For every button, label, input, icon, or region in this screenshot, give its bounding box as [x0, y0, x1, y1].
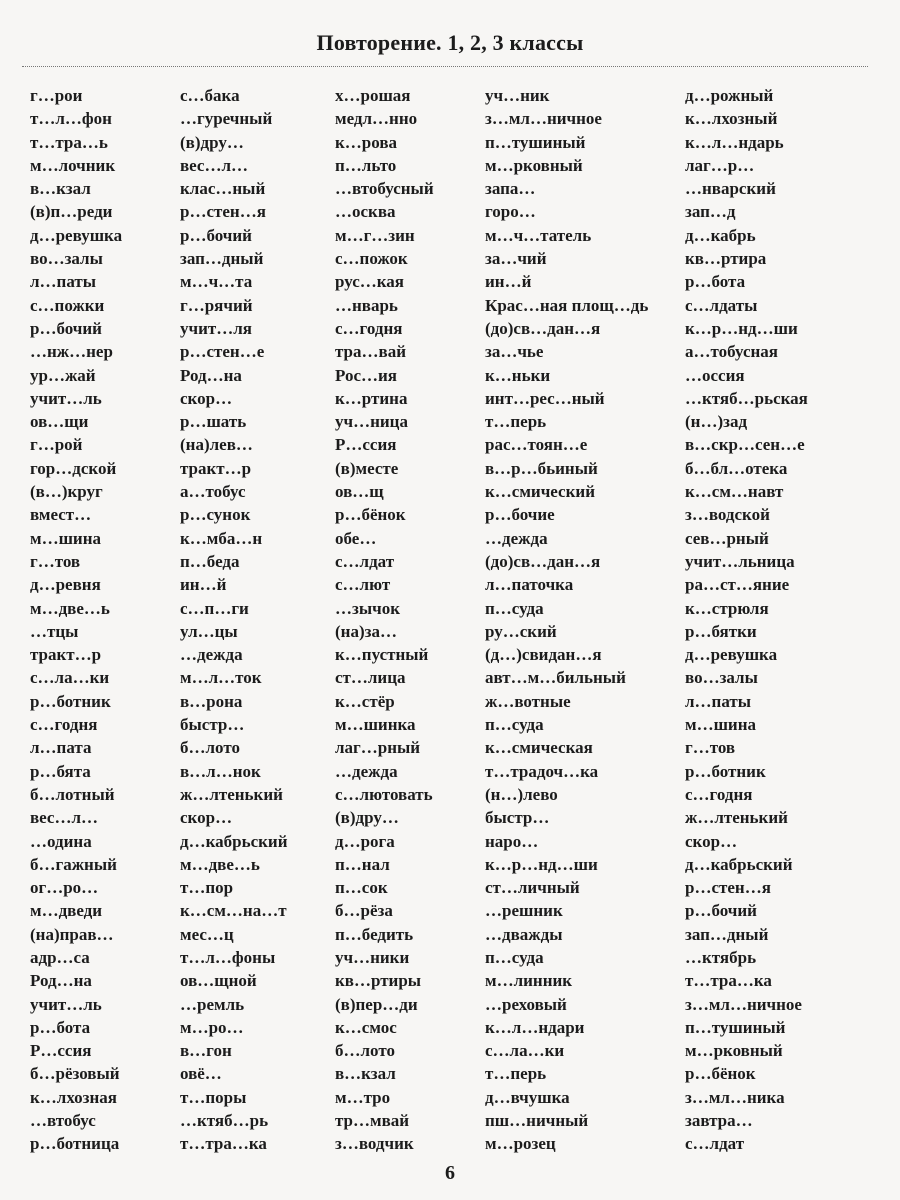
word-item: ж…лтенький [685, 808, 788, 828]
word-item: за…чье [485, 342, 544, 362]
word-item: к…ртина [335, 388, 408, 408]
word-item: …ктяб…рь [180, 1111, 269, 1131]
word-column-4 [485, 84, 685, 1156]
word-item: …осква [335, 202, 396, 222]
word-item: м…шинка [335, 715, 416, 735]
word-item: учит…ля [180, 318, 252, 338]
word-item: т…перь [485, 1064, 547, 1084]
word-item: ин…й [485, 272, 532, 292]
word-item: к…р…нд…ши [685, 318, 798, 338]
word-item: р…бёнок [335, 505, 406, 525]
word-item: м…дведи [30, 901, 103, 921]
word-item: (в)дру… [335, 808, 399, 828]
word-item: Крас…ная площ…дь [485, 295, 649, 315]
word-item: ст…лица [335, 668, 406, 688]
word-item: сев…рный [685, 528, 769, 548]
word-item: с…лдат [335, 551, 395, 571]
word-item: за…чий [485, 249, 547, 269]
word-item: …втобусный [335, 179, 434, 199]
word-item: …ктяб…рьская [685, 388, 808, 408]
word-item: т…л…фон [30, 109, 112, 129]
word-item: вес…л… [180, 155, 249, 175]
word-item: с…ла…ки [30, 668, 110, 688]
word-item: …ремль [180, 994, 245, 1014]
word-item: с…бака [180, 86, 240, 105]
word-item: (до)св…дан…я [485, 318, 601, 338]
word-item: р…бочий [685, 901, 757, 921]
word-item: к…р…нд…ши [485, 854, 598, 874]
word-item: к…см…на…т [180, 901, 287, 921]
word-item: р…бочий [180, 225, 252, 245]
word-item: уч…ница [335, 412, 408, 432]
word-item: вмест… [30, 505, 92, 525]
word-item: с…лют [335, 575, 391, 595]
word-item: быстр… [485, 808, 550, 828]
word-item: овё… [180, 1064, 222, 1084]
word-item: х…рошая [335, 86, 411, 105]
word-item: с…годня [30, 715, 98, 735]
word-item: быстр… [180, 715, 245, 735]
word-item: с…ла…ки [485, 1041, 565, 1061]
word-item: ов…щ [335, 482, 384, 502]
word-item: к…стрюля [685, 598, 769, 618]
word-item: гор…дской [30, 458, 117, 478]
word-item: лаг…р… [685, 155, 755, 175]
word-item: скор… [685, 831, 738, 851]
word-item: (н…)лево [485, 784, 558, 804]
word-item: б…рёзовый [30, 1064, 120, 1084]
word-item: к…лхозная [30, 1087, 118, 1107]
word-item: з…водской [685, 505, 770, 525]
word-item: тр…мвай [335, 1111, 410, 1131]
word-item: р…стен…я [685, 878, 771, 898]
word-item: …дежда [335, 761, 398, 781]
word-item: з…мл…ничное [685, 994, 802, 1014]
word-item: тракт…р [30, 645, 102, 665]
word-item: адр…са [30, 947, 90, 967]
word-item: м…г…зин [335, 225, 415, 245]
word-item: м…две…ь [30, 598, 110, 618]
word-item: т…л…фоны [180, 947, 276, 967]
word-item: …тцы [30, 621, 79, 641]
word-item: п…беда [180, 551, 240, 571]
word-item: Род…на [30, 971, 92, 991]
title-divider [22, 66, 868, 67]
word-item: д…кабрь [685, 225, 756, 245]
word-item: д…кабрьский [180, 831, 288, 851]
word-item: р…шать [180, 412, 247, 432]
word-item: м…ч…та [180, 272, 253, 292]
word-item: …дважды [485, 924, 563, 944]
word-item: завтра… [685, 1111, 753, 1131]
word-item: пш…ничный [485, 1111, 589, 1131]
word-item: п…нал [335, 854, 390, 874]
word-item: з…водчик [335, 1134, 414, 1154]
word-item: р…стен…е [180, 342, 265, 362]
word-item: наро… [485, 831, 539, 851]
word-item: р…стен…я [180, 202, 266, 222]
word-item: р…бята [30, 761, 91, 781]
word-item: скор… [180, 388, 233, 408]
word-item: …ктябрь [685, 947, 757, 967]
word-column-3 [335, 84, 485, 1156]
word-item: л…паты [30, 272, 97, 292]
word-item: д…кабрьский [685, 854, 793, 874]
word-item: …оссия [685, 365, 745, 385]
word-item: д…ревушка [685, 645, 778, 665]
word-item: п…льто [335, 155, 397, 175]
word-item: Р…ссия [335, 435, 397, 455]
word-item: …зычок [335, 598, 400, 618]
word-item: д…ревушка [30, 225, 123, 245]
word-column-1 [30, 84, 180, 1156]
word-item: а…тобусная [685, 342, 778, 362]
word-item: ра…ст…яние [685, 575, 790, 595]
word-item: п…сок [335, 878, 388, 898]
word-item: в…л…нок [180, 761, 261, 781]
word-item: к…см…навт [685, 482, 784, 502]
word-item: к…рова [335, 132, 398, 152]
word-item: м…линник [485, 971, 573, 991]
word-item: …одина [30, 831, 92, 851]
word-item: м…две…ь [180, 854, 260, 874]
word-item: запа… [485, 179, 536, 199]
word-item: Род…на [180, 365, 242, 385]
word-item: б…гажный [30, 854, 117, 874]
word-item: учит…льница [685, 551, 795, 571]
page-number: 6 [445, 1162, 455, 1184]
word-item: р…ботник [685, 761, 766, 781]
word-item: р…бота [30, 1017, 91, 1037]
word-item: ст…личный [485, 878, 580, 898]
word-item: б…бл…отека [685, 458, 788, 478]
word-item: в…р…бьиный [485, 458, 598, 478]
word-item: т…тра…ка [180, 1134, 267, 1154]
word-item: м…розец [485, 1134, 556, 1154]
word-item: с…лютовать [335, 784, 433, 804]
word-item: к…стёр [335, 691, 395, 711]
word-item: с…п…ги [180, 598, 249, 618]
word-item: п…тушиный [485, 132, 586, 152]
word-item: з…мл…ничное [485, 109, 602, 129]
word-item: к…смос [335, 1017, 397, 1037]
word-item: т…тра…ь [30, 132, 108, 152]
word-item: (в)дру… [180, 132, 244, 152]
word-item: …гуречный [180, 109, 273, 129]
word-item: к…лхозный [685, 109, 778, 129]
word-item: б…лото [180, 738, 240, 758]
word-item: тра…вай [335, 342, 406, 362]
word-item: л…пата [30, 738, 92, 758]
word-item: учит…ль [30, 994, 102, 1014]
word-item: м…шина [30, 528, 102, 548]
word-item: (д…)свидан…я [485, 645, 602, 665]
word-item: ж…лтенький [180, 784, 283, 804]
word-item: м…рковный [485, 155, 583, 175]
word-item: в…кзал [30, 179, 91, 199]
word-item: к…пустный [335, 645, 429, 665]
word-item: к…мба…н [180, 528, 263, 548]
word-item: п…тушиный [685, 1017, 786, 1037]
word-item: р…бочий [30, 318, 102, 338]
word-item: к…л…ндарь [685, 132, 784, 152]
word-item: б…лото [335, 1041, 395, 1061]
word-item: т…пор [180, 878, 234, 898]
word-item: в…рона [180, 691, 243, 711]
word-item: скор… [180, 808, 233, 828]
word-item: …нварский [685, 179, 776, 199]
word-item: медл…нно [335, 109, 418, 129]
word-item: с…пожок [335, 249, 408, 269]
word-item: р…ботница [30, 1134, 120, 1154]
word-item: рус…кая [335, 272, 404, 292]
word-item: м…тро [335, 1087, 391, 1107]
word-item: зап…д [685, 202, 736, 222]
word-item: …дежда [180, 645, 243, 665]
word-item: …нж…нер [30, 342, 113, 362]
word-item: г…тов [30, 551, 81, 571]
word-item: п…суда [485, 947, 544, 967]
word-item: ов…щной [180, 971, 257, 991]
word-item: (на)прав… [30, 924, 114, 944]
word-item: д…ревня [30, 575, 101, 595]
word-item: г…рой [30, 435, 83, 455]
word-item: р…ботник [30, 691, 111, 711]
word-item: клас…ный [180, 179, 266, 199]
word-item: л…паточка [485, 575, 574, 595]
word-column-2 [180, 84, 335, 1156]
word-item: р…сунок [180, 505, 251, 525]
word-item: с…лдаты [685, 295, 758, 315]
word-item: а…тобус [180, 482, 246, 502]
page-title: Повторение. 1, 2, 3 классы [316, 30, 584, 55]
word-item: м…ро… [180, 1017, 244, 1037]
word-item: вес…л… [30, 808, 99, 828]
word-item: з…мл…ника [685, 1087, 785, 1107]
word-item: м…шина [685, 715, 757, 735]
word-item: (на)за… [335, 621, 397, 641]
word-item: ур…жай [30, 365, 96, 385]
word-item: г…тов [685, 738, 736, 758]
word-item: к…смическая [485, 738, 593, 758]
word-item: в…скр…сен…е [685, 435, 805, 455]
word-item: т…традоч…ка [485, 761, 599, 781]
word-item: ру…ский [485, 621, 557, 641]
word-item: (до)св…дан…я [485, 551, 601, 571]
word-item: Р…ссия [30, 1041, 92, 1061]
word-item: г…рячий [180, 295, 253, 315]
word-item: во…залы [685, 668, 758, 688]
word-item: п…суда [485, 598, 544, 618]
word-item: …решник [485, 901, 563, 921]
word-column-5 [685, 84, 870, 1156]
word-item: авт…м…бильный [485, 668, 626, 688]
word-item: д…рога [335, 831, 395, 851]
word-item: горо… [485, 202, 536, 222]
word-item: п…суда [485, 715, 544, 735]
word-item: с…пожки [30, 295, 105, 315]
word-item: к…л…ндари [485, 1017, 585, 1037]
word-item: с…лдат [685, 1134, 745, 1154]
word-item: кв…ртиры [335, 971, 422, 991]
word-item: в…гон [180, 1041, 232, 1061]
word-item: лаг…рный [335, 738, 421, 758]
word-item: к…ньки [485, 365, 551, 385]
word-item: зап…дный [685, 924, 769, 944]
word-item: м…л…ток [180, 668, 262, 688]
word-item: б…рёза [335, 901, 393, 921]
word-item: к…смический [485, 482, 595, 502]
word-item: в…кзал [335, 1064, 396, 1084]
word-item: (на)лев… [180, 435, 253, 455]
word-item: р…бёнок [685, 1064, 756, 1084]
word-item: т…тра…ка [685, 971, 772, 991]
word-item: (в…)круг [30, 482, 103, 502]
word-item: б…лотный [30, 784, 115, 804]
word-item: с…годня [685, 784, 753, 804]
word-item: д…вчушка [485, 1087, 570, 1107]
word-grid [30, 84, 870, 1154]
word-item: …нварь [335, 295, 398, 315]
word-item: уч…ники [335, 947, 410, 967]
word-item: зап…дный [180, 249, 264, 269]
word-item: инт…рес…ный [485, 388, 605, 408]
word-item: ин…й [180, 575, 227, 595]
word-item: ов…щи [30, 412, 89, 432]
word-item: тракт…р [180, 458, 252, 478]
word-item: м…ч…татель [485, 225, 592, 245]
word-item: обе… [335, 528, 377, 548]
word-item: г…рои [30, 86, 83, 105]
word-item: р…бятки [685, 621, 757, 641]
word-item: учит…ль [30, 388, 102, 408]
word-item: ж…вотные [485, 691, 571, 711]
word-item: (в)месте [335, 458, 399, 478]
word-item: мес…ц [180, 924, 234, 944]
word-item: …втобус [30, 1111, 96, 1131]
word-item: м…рковный [685, 1041, 783, 1061]
word-item: т…перь [485, 412, 547, 432]
word-item: уч…ник [485, 86, 550, 105]
word-item: с…годня [335, 318, 403, 338]
word-item: кв…ртира [685, 249, 767, 269]
word-item: ог…ро… [30, 878, 99, 898]
word-item: р…бота [685, 272, 746, 292]
word-item: рас…тоян…е [485, 435, 588, 455]
word-item: Рос…ия [335, 365, 397, 385]
word-item: д…рожный [685, 86, 774, 105]
word-item: (в)пер…ди [335, 994, 418, 1014]
word-item: р…бочие [485, 505, 555, 525]
word-item: (н…)зад [685, 412, 748, 432]
word-item: …дежда [485, 528, 548, 548]
word-item: т…поры [180, 1087, 247, 1107]
word-item: во…залы [30, 249, 103, 269]
word-item: м…лочник [30, 155, 116, 175]
word-item: л…паты [685, 691, 752, 711]
word-item: п…бедить [335, 924, 414, 944]
word-item: …реховый [485, 994, 567, 1014]
word-item: ул…цы [180, 621, 238, 641]
word-item: (в)п…реди [30, 202, 113, 222]
